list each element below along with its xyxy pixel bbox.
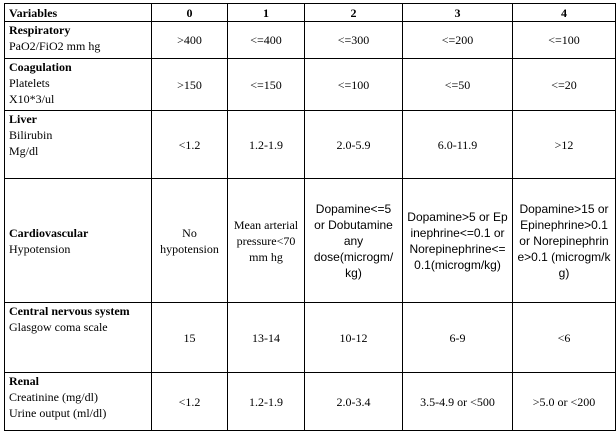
- header-variables: Variables: [5, 4, 152, 22]
- score-cell: 6-9: [403, 303, 513, 373]
- score-cell: 6.0-11.9: [403, 111, 513, 179]
- variable-name: Central nervous system: [9, 304, 130, 318]
- score-cell: <=20: [513, 59, 616, 111]
- score-cell: <=400: [228, 22, 305, 59]
- score-cell: <=150: [228, 59, 305, 111]
- score-cell: >150: [152, 59, 228, 111]
- score-cell: No hypotension: [152, 179, 228, 303]
- variable-name: Coagulation: [9, 60, 72, 74]
- header-score-4: 4: [513, 4, 616, 22]
- score-cell: 15: [152, 303, 228, 373]
- score-cell: <1.2: [152, 373, 228, 431]
- header-score-0: 0: [152, 4, 228, 22]
- header-score-1: 1: [228, 4, 305, 22]
- table-row-cns: [5, 303, 616, 373]
- score-cell: 2.0-5.9: [305, 111, 403, 179]
- score-cell: 1.2-1.9: [228, 111, 305, 179]
- score-cell: >12: [513, 111, 616, 179]
- table-row-liver: [5, 111, 616, 179]
- variable-cell: [5, 59, 152, 111]
- score-cell: 2.0-3.4: [305, 373, 403, 431]
- variable-subtitle: Mg/dl: [9, 144, 39, 158]
- score-cell: <=100: [513, 22, 616, 59]
- score-cell: <=50: [403, 59, 513, 111]
- variable-subtitle: Hypotension: [9, 241, 71, 256]
- score-cell: >400: [152, 22, 228, 59]
- score-cell: <=300: [305, 22, 403, 59]
- variable-subtitle: PaO2/FiO2 mm hg: [9, 39, 101, 53]
- variable-cell: [5, 373, 152, 431]
- score-cell: 1.2-1.9: [228, 373, 305, 431]
- score-cell: 13-14: [228, 303, 305, 373]
- variable-name: Respiratory: [9, 23, 71, 37]
- variable-name: Renal: [9, 374, 39, 388]
- score-cell: Dopamine<=5 or Dobutamine any dose(microgm/ kg): [305, 179, 403, 303]
- score-cell: <1.2: [152, 111, 228, 179]
- sofa-score-table: [4, 3, 616, 431]
- variable-cell: [5, 22, 152, 59]
- score-cell: 3.5-4.9 or <500: [403, 373, 513, 431]
- variable-subtitle: Bilirubin: [9, 128, 53, 142]
- score-cell: Dopamine>15 or Epinephrine>0.1 or Norepinephrine>0.1 (microgm/kg): [513, 179, 616, 303]
- header-score-2: 2: [305, 4, 403, 22]
- variable-name: Cardiovascular: [9, 225, 89, 240]
- variable-cell: [5, 303, 152, 373]
- header-row: [5, 4, 616, 22]
- header-score-3: 3: [403, 4, 513, 22]
- table-row-cardiovascular: [5, 179, 616, 303]
- variable-name: Liver: [9, 112, 37, 126]
- table-row-respiratory: [5, 22, 616, 59]
- variable-subtitle: Urine output (ml/dl): [9, 406, 107, 420]
- score-cell: <6: [513, 303, 616, 373]
- variable-subtitle: Creatinine (mg/dl): [9, 390, 98, 404]
- score-cell: >5.0 or <200: [513, 373, 616, 431]
- score-cell: <=100: [305, 59, 403, 111]
- variable-cell: [5, 111, 152, 179]
- table-row-renal: [5, 373, 616, 431]
- score-cell: Dopamine>5 or Epinephrine<=0.1 or Norepinephrine<=0.1(microgm/kg): [403, 179, 513, 303]
- table-row-coagulation: [5, 59, 616, 111]
- variable-subtitle: Platelets: [9, 76, 50, 90]
- score-cell: <=200: [403, 22, 513, 59]
- variable-cell: [5, 179, 152, 303]
- variable-subtitle: Glasgow coma scale: [9, 320, 108, 334]
- score-cell: Mean arterial pressure<70 mm hg: [228, 179, 305, 303]
- score-cell: 10-12: [305, 303, 403, 373]
- variable-subtitle: X10*3/ul: [9, 92, 55, 106]
